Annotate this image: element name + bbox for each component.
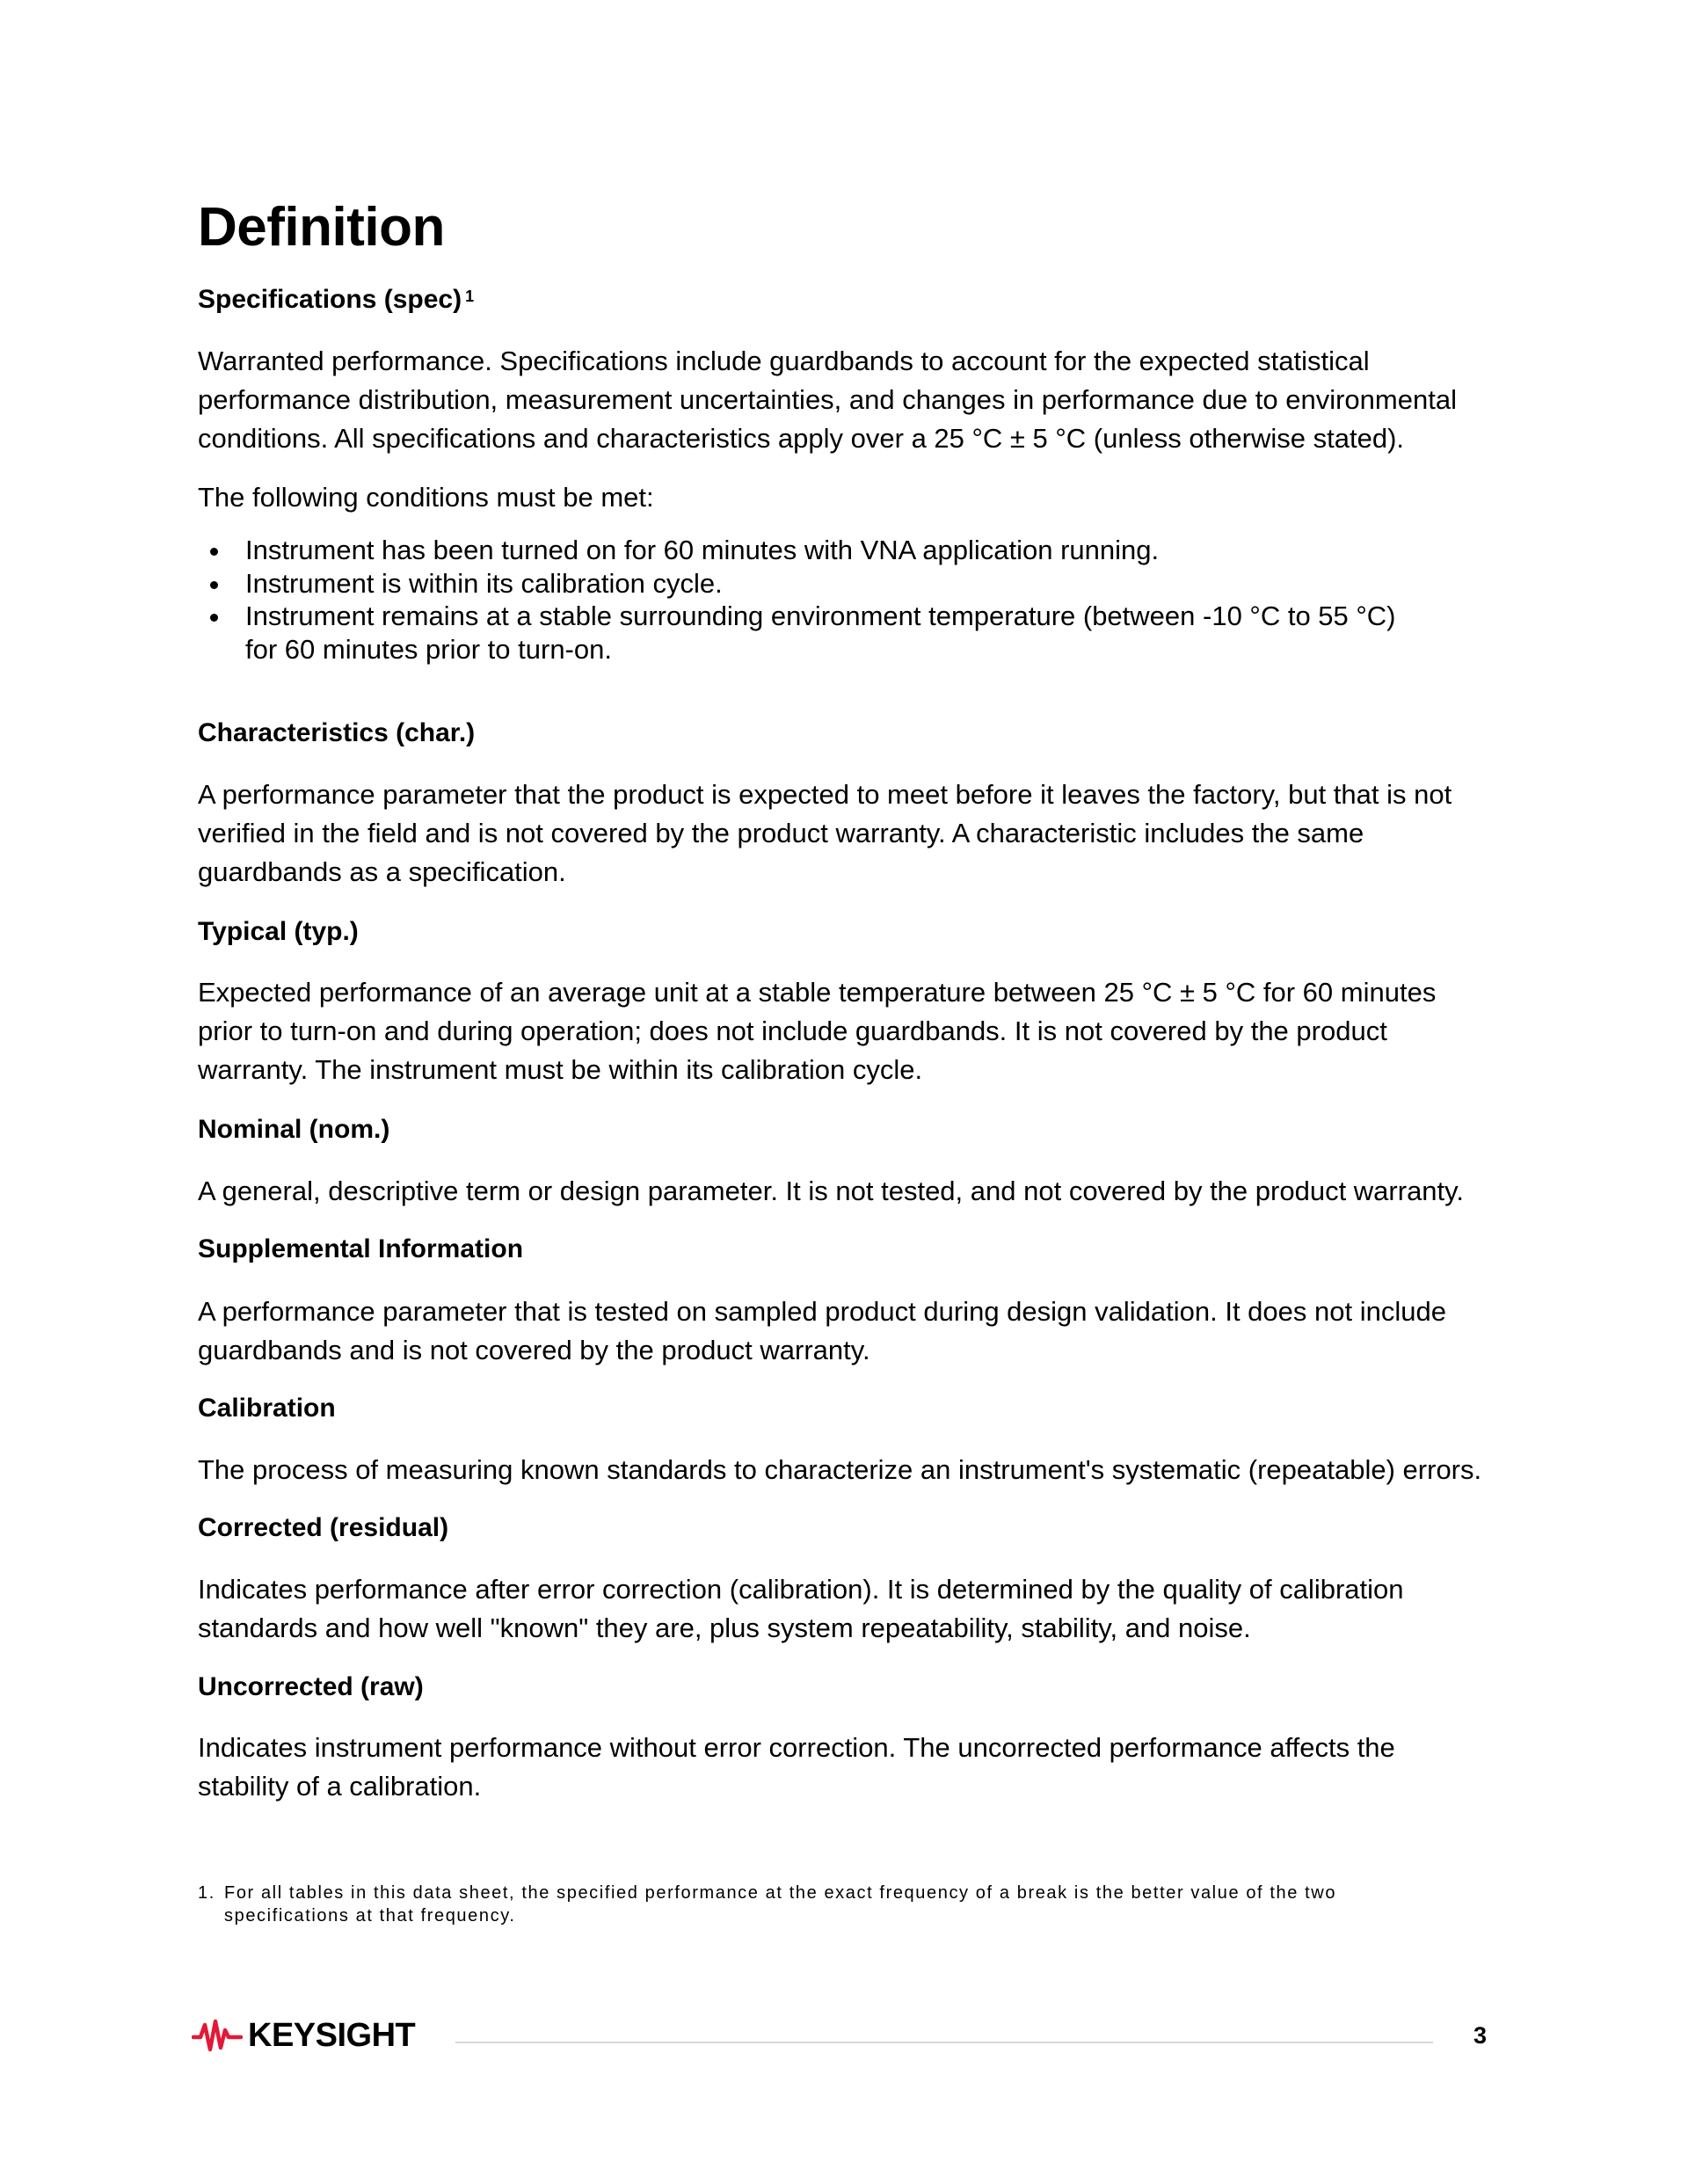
page-number: 3 bbox=[1473, 2022, 1488, 2049]
footnote-number: 1. bbox=[198, 1883, 215, 1903]
typ-heading: Typical (typ.) bbox=[198, 917, 359, 946]
list-item: Instrument is within its calibration cycle. bbox=[198, 567, 1517, 601]
cal-body-line: The process of measuring known standards to characterize an instrument's systematic (repeatable) errors. bbox=[198, 1454, 1482, 1485]
char-body bbox=[198, 775, 1517, 892]
spec-body-line: Warranted performance. Specifications include guardbands to account for the expected statistical bbox=[198, 346, 1370, 376]
char-body-line: A performance parameter that the product is expected to meet before it leaves the factory, but that is not bbox=[198, 779, 1452, 810]
supp-body bbox=[198, 1292, 1517, 1370]
uncorr-heading: Uncorrected (raw) bbox=[198, 1672, 424, 1701]
spec-heading-text: Specifications (spec) bbox=[198, 285, 462, 314]
cal-heading: Calibration bbox=[198, 1394, 336, 1423]
brand-name: KEYSIGHT bbox=[248, 2016, 416, 2054]
uncorr-body-line: Indicates instrument performance without error correction. The uncorrected performance affects the bbox=[198, 1732, 1395, 1763]
supp-body-line: guardbands and is not covered by the product warranty. bbox=[198, 1335, 870, 1365]
char-heading: Characteristics (char.) bbox=[198, 718, 476, 747]
footer-divider bbox=[455, 2042, 1433, 2043]
typ-body-line: Expected performance of an average unit at a stable temperature between 25 °C ± 5 °C for 60 minutes bbox=[198, 977, 1437, 1008]
keysight-wave-icon bbox=[192, 2016, 243, 2055]
cal-body bbox=[198, 1451, 1517, 1489]
footnote bbox=[198, 1882, 1517, 1927]
typ-body-line: warranty. The instrument must be within its calibration cycle. bbox=[198, 1054, 923, 1085]
nom-body-line: A general, descriptive term or design parameter. It is not tested, and not covered by the product warranty. bbox=[198, 1176, 1464, 1206]
list-item-line: for 60 minutes prior to turn-on. bbox=[245, 633, 612, 665]
list-item-line: Instrument remains at a stable surrounding environment temperature (between -10 °C to 55 °C) bbox=[245, 601, 1396, 631]
corr-body-line: Indicates performance after error correction (calibration). It is determined by the quality of calibration bbox=[198, 1574, 1404, 1605]
spec-body-line: performance distribution, measurement uncertainties, and changes in performance due to environmental bbox=[198, 384, 1457, 415]
footnote-ref: 1 bbox=[465, 288, 475, 305]
nom-heading: Nominal (nom.) bbox=[198, 1115, 390, 1144]
conditions-list bbox=[198, 534, 1517, 666]
list-item: Instrument has been turned on for 60 minutes with VNA application running. bbox=[198, 534, 1517, 567]
list-item bbox=[198, 600, 1517, 666]
uncorr-body bbox=[198, 1729, 1517, 1806]
page-title: Definition bbox=[198, 197, 445, 258]
supp-heading: Supplemental Information bbox=[198, 1234, 524, 1263]
char-body-line: verified in the field and is not covered by the product warranty. A characteristic includes the same bbox=[198, 818, 1364, 848]
conditions-intro: The following conditions must be met: bbox=[198, 482, 654, 513]
uncorr-body-line: stability of a calibration. bbox=[198, 1771, 482, 1802]
footnote-line: For all tables in this data sheet, the specified performance at the exact frequency of a break is the better value of the two bbox=[224, 1883, 1337, 1903]
typ-body bbox=[198, 973, 1517, 1089]
spec-body bbox=[198, 342, 1517, 458]
corr-body-line: standards and how well "known" they are, plus system repeatability, stability, and noise. bbox=[198, 1613, 1251, 1643]
spec-body-line: conditions. All specifications and characteristics apply over a 25 °C ± 5 °C (unless otherwise stated). bbox=[198, 423, 1405, 454]
char-body-line: guardbands as a specification. bbox=[198, 856, 566, 887]
corr-body bbox=[198, 1570, 1517, 1648]
supp-body-line: A performance parameter that is tested on sampled product during design validation. It does not include bbox=[198, 1296, 1446, 1327]
keysight-logo bbox=[192, 2016, 415, 2055]
footnote-line: specifications at that frequency. bbox=[224, 1906, 516, 1926]
typ-body-line: prior to turn-on and during operation; does not include guardbands. It is not covered by the product bbox=[198, 1016, 1387, 1046]
footnote-text bbox=[198, 1882, 1517, 1927]
spec-heading bbox=[198, 284, 474, 316]
nom-body bbox=[198, 1172, 1517, 1211]
corr-heading: Corrected (residual) bbox=[198, 1513, 449, 1542]
